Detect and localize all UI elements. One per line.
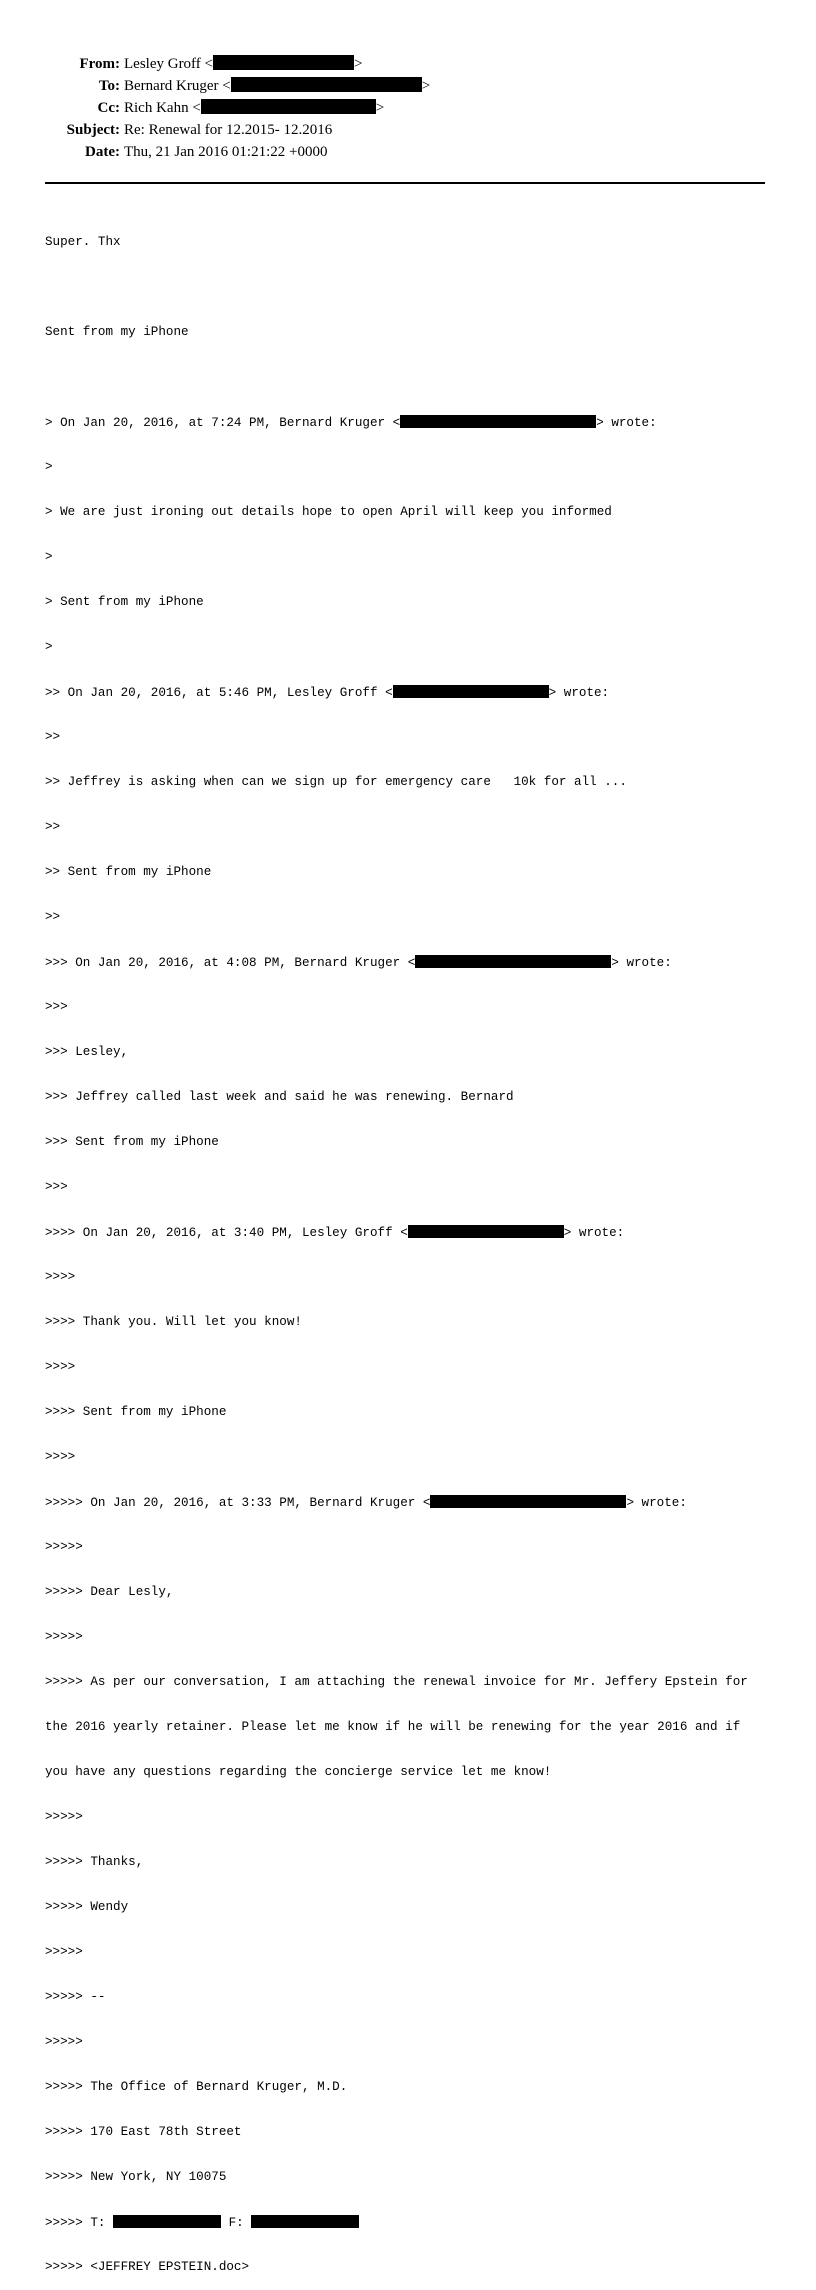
from-value bbox=[124, 53, 362, 75]
quote-header-suffix: > wrote: bbox=[611, 956, 672, 970]
body-line: >>>>> bbox=[45, 1810, 83, 1824]
body-line: >> Jeffrey is asking when can we sign up for emergency care 10k for all ... bbox=[45, 775, 627, 789]
body-line: >>>>> 170 East 78th Street bbox=[45, 2125, 242, 2139]
quote-header-line bbox=[45, 1225, 775, 1240]
redaction-bar bbox=[408, 1225, 564, 1238]
redaction-bar bbox=[393, 685, 549, 698]
body-line: >>>> bbox=[45, 1360, 76, 1374]
body-line bbox=[45, 280, 775, 295]
body-line: > bbox=[45, 550, 53, 564]
phone-fax-line bbox=[45, 2215, 775, 2230]
to-name: Bernard Kruger < bbox=[124, 78, 231, 94]
body-line: >>>> Thank you. Will let you know! bbox=[45, 1315, 302, 1329]
body-line: >>>>> Thanks, bbox=[45, 1855, 144, 1869]
body-line: Super. Thx bbox=[45, 235, 121, 249]
redaction-bar bbox=[213, 55, 354, 70]
subject-row bbox=[0, 119, 816, 141]
body-line: >> bbox=[45, 910, 61, 924]
quote-header-text: >>>> On Jan 20, 2016, at 3:40 PM, Lesley Groff < bbox=[45, 1226, 408, 1240]
redaction-bar bbox=[400, 415, 596, 428]
date-row bbox=[0, 141, 816, 163]
body-line: >> Sent from my iPhone bbox=[45, 865, 212, 879]
body-line: >>>>> New York, NY 10075 bbox=[45, 2170, 227, 2184]
body-line: Sent from my iPhone bbox=[45, 325, 189, 339]
redaction-bar bbox=[231, 77, 422, 92]
attachment-line: >>>>> <JEFFREY EPSTEIN.doc> bbox=[45, 2260, 250, 2274]
body-line: >>>>> bbox=[45, 1630, 83, 1644]
redaction-bar bbox=[201, 99, 376, 114]
body-line: >>>>> -- bbox=[45, 1990, 106, 2004]
subject-label: Subject: bbox=[66, 122, 120, 138]
quote-header-suffix: > wrote: bbox=[563, 1226, 625, 1240]
header-divider bbox=[45, 182, 765, 184]
quote-header-line bbox=[45, 415, 775, 430]
cc-label: Cc: bbox=[97, 100, 120, 116]
body-line: > We are just ironing out details hope to open April will keep you informed bbox=[45, 505, 612, 519]
body-line: > bbox=[45, 640, 53, 654]
body-line: >>>>> bbox=[45, 1540, 83, 1554]
to-suffix: > bbox=[421, 78, 431, 94]
quote-header-text: > On Jan 20, 2016, at 7:24 PM, Bernard Kruger < bbox=[45, 416, 401, 430]
quote-header-text: >>>>> On Jan 20, 2016, at 3:33 PM, Bernard Kruger < bbox=[45, 1496, 431, 1510]
date-label: Date: bbox=[85, 144, 120, 160]
from-name: Lesley Groff < bbox=[124, 56, 213, 72]
to-row bbox=[0, 75, 816, 97]
body-line: >>>> Sent from my iPhone bbox=[45, 1405, 227, 1419]
body-line: the 2016 yearly retainer. Please let me know if he will be renewing for the year 2016 and if bbox=[45, 1720, 741, 1734]
body-line: >>>>> Dear Lesly, bbox=[45, 1585, 174, 1599]
cc-name: Rich Kahn < bbox=[124, 100, 201, 116]
subject-value: Re: Renewal for 12.2015- 12.2016 bbox=[124, 122, 333, 138]
redaction-bar bbox=[430, 1495, 626, 1508]
body-line: >>>> bbox=[45, 1270, 76, 1284]
quote-header-text: >> On Jan 20, 2016, at 5:46 PM, Lesley Groff < bbox=[45, 686, 393, 700]
phone-label: >>>>> T: bbox=[45, 2216, 114, 2230]
body-line: >>>>> The Office of Bernard Kruger, M.D. bbox=[45, 2080, 348, 2094]
to-value bbox=[124, 75, 430, 97]
body-line: > Sent from my iPhone bbox=[45, 595, 204, 609]
body-line: >>>>> bbox=[45, 2035, 83, 2049]
quote-header-text: >>> On Jan 20, 2016, at 4:08 PM, Bernard Kruger < bbox=[45, 956, 416, 970]
from-label: From: bbox=[79, 56, 120, 72]
body-line: >> bbox=[45, 820, 61, 834]
from-suffix: > bbox=[354, 56, 363, 72]
quote-header-suffix: > wrote: bbox=[596, 416, 657, 430]
cc-suffix: > bbox=[375, 100, 385, 116]
redaction-bar bbox=[251, 2215, 359, 2228]
email-header bbox=[0, 53, 816, 163]
body-line: >>> Jeffrey called last week and said he was renewing. Bernard bbox=[45, 1090, 514, 1104]
body-line: >>>>> bbox=[45, 1945, 83, 1959]
cc-value bbox=[124, 97, 384, 119]
quote-header-suffix: > wrote: bbox=[626, 1496, 687, 1510]
email-body bbox=[45, 205, 775, 2290]
body-line bbox=[45, 370, 775, 385]
cc-row bbox=[0, 97, 816, 119]
body-line: >>> bbox=[45, 1000, 68, 1014]
body-line: >>>>> As per our conversation, I am attaching the renewal invoice for Mr. Jeffery Epstein for bbox=[45, 1675, 748, 1689]
from-row bbox=[0, 53, 816, 75]
redaction-bar bbox=[415, 955, 611, 968]
quote-header-suffix: > wrote: bbox=[548, 686, 610, 700]
quote-header-line bbox=[45, 685, 775, 700]
quote-header-line bbox=[45, 955, 775, 970]
body-line: >>>> bbox=[45, 1450, 76, 1464]
date-value: Thu, 21 Jan 2016 01:21:22 +0000 bbox=[124, 144, 328, 160]
body-line: >>> bbox=[45, 1180, 68, 1194]
body-line: you have any questions regarding the concierge service let me know! bbox=[45, 1765, 552, 1779]
body-line: > bbox=[45, 460, 53, 474]
redaction-bar bbox=[113, 2215, 221, 2228]
to-label: To: bbox=[98, 78, 120, 94]
body-line: >>>>> Wendy bbox=[45, 1900, 129, 1914]
body-line: >>> Lesley, bbox=[45, 1045, 129, 1059]
fax-label: F: bbox=[221, 2216, 252, 2230]
quote-header-line bbox=[45, 1495, 775, 1510]
body-line: >> bbox=[45, 730, 61, 744]
body-line: >>> Sent from my iPhone bbox=[45, 1135, 219, 1149]
